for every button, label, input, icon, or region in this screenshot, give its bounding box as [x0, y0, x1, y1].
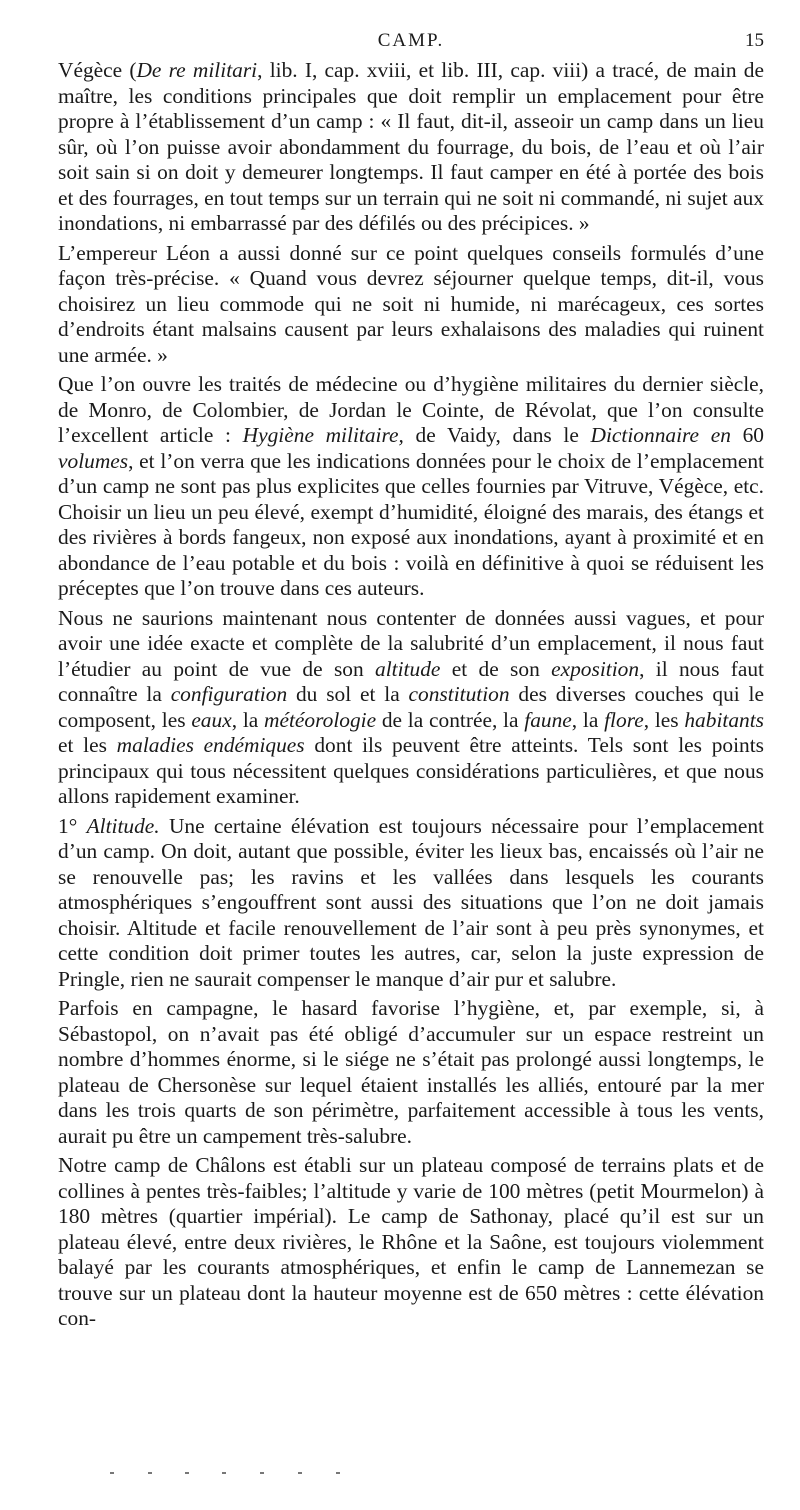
text-run: L’empereur Léon a aussi donné sur ce point quelques conseils formulés d’une façon très-précise. « Quand vous devrez séjourner quelque temps, dit-il, vous choisirez un lieu commode qui ne soit ni humide, ni marécageux, ces sortes d’endroits étant malsains causent par leurs exhalaisons des maladies qui ruinent une armée. »: [58, 240, 764, 367]
body-text: [58, 58, 764, 1332]
italic-text: exposition: [551, 656, 640, 681]
running-title: CAMP.: [377, 30, 445, 51]
paragraph: [58, 1153, 764, 1332]
italic-text: constitution: [408, 682, 510, 706]
paragraph: [58, 241, 764, 369]
text-run: du sol et la: [287, 682, 409, 706]
italic-text: maladies endémiques: [116, 733, 305, 757]
paragraph: [58, 372, 764, 602]
text-run: Nous ne saurions maintenant nous contenter de données aussi vagues, et pour avoir une idée exacte et complète de la salubrité d’un emplacement, il nous faut l’étudier au point de vue de son: [58, 605, 764, 681]
paragraph: [58, 814, 764, 993]
italic-text: De re militari: [136, 58, 258, 82]
text-run: Que l’on ouvre les traités de médecine ou d’hygiène militaires du dernier siècle, de Monro, de Colombier, de Jordan le Cointe, de Révolat, que l’on consulte l’excellent article :: [58, 372, 764, 447]
italic-text: configuration: [170, 682, 288, 706]
text-run: , il nous faut connaître la: [58, 656, 765, 706]
italic-text: Hygiène militaire,: [242, 423, 404, 447]
italic-text: flore: [604, 707, 644, 732]
italic-text: Altitude.: [86, 813, 160, 838]
print-marks: [110, 1472, 410, 1478]
text-run: Parfois en campagne, le hasard favorise l’hygiène, et, par exemple, si, à Sébastopol, on n’avait pas été obligé d’accumuler sur un espace restreint un nombre d’hommes énorme, si le siége ne s’était pas prolongé aussi longtemps, le plateau de Chersonèse sur lequel étaient installés les alliés, entouré par la mer dans les trois quarts de son périmètre, parfaitement accessible à tous les vents, aurait pu être un campement très-salubre.: [58, 996, 764, 1148]
text-run: Notre camp de Châlons est établi sur un plateau composé de terrains plats et de collines à pentes très-faibles; l’altitude y varie de 100 mètres (petit Mourmelon) à 180 mètres (quartier impérial). Le camp de Sathonay, placé qu’il est sur un plateau élevé, entre deux rivières, le Rhône et la Saône, est toujours violemment balayé par les courants atmosphériques, et enfin le camp de Lannemezan se trouve sur un plateau dont la hauteur moyenne est de 650 mètres : cette élévation con-: [58, 1153, 764, 1330]
text-run: Végèce (: [58, 58, 137, 82]
running-header: [58, 30, 764, 58]
text-run: , la: [571, 707, 605, 732]
italic-text: habitants: [684, 707, 764, 732]
italic-text: eaux: [191, 707, 232, 732]
italic-text: Dictionnaire en: [590, 423, 731, 447]
italic-text: volumes: [58, 448, 129, 473]
text-run: dont ils peuvent être atteints. Tels sont les points principaux qui tous nécessitent quelques considérations particulières, et que nous allons rapidement examiner.: [58, 733, 764, 808]
italic-text: faune: [524, 707, 572, 732]
text-run: 60: [730, 423, 764, 447]
page-number: 15: [745, 30, 764, 51]
text-run: , les: [643, 707, 685, 732]
text-run: Une certaine élévation est toujours nécessaire pour l’emplacement d’un camp. On doit, autant que possible, éviter les lieux bas, encaissés où l’air ne se renouvelle pas; les ravins et les vallées dans lesquels les courants atmosphériques s’engouffrent sont aussi des situations que l’on ne doit jamais choisir. Altitude et facile renouvellement de l’air sont à peu près synonymes, et cette condition doit primer toutes les autres, car, selon la juste expression de Pringle, rien ne saurait compenser le manque d’air pur et salubre.: [58, 813, 764, 991]
text-run: , la: [231, 707, 265, 732]
paragraph: [58, 58, 764, 237]
italic-text: météorologie: [264, 707, 377, 732]
text-run: 1°: [58, 813, 87, 838]
text-run: de la contrée, la: [376, 707, 525, 732]
text-run: des diverses couches qui le composent, les: [58, 682, 764, 732]
text-run: de Vaidy, dans le: [403, 423, 591, 447]
paragraph: [58, 606, 764, 810]
text-run: , lib. I, cap. xviii, et lib. III, cap. viii) a tracé, de main de maître, les conditions principales que doit remplir un emplacement pour être propre à l’établissement d’un camp : « Il faut, dit-il, asseoir un camp dans un lieu sûr, où l’on puisse avoir abondamment du fourrage, du bois, de l’eau et où l’air soit sain si on doit y demeurer longtemps. Il faut camper en été à portée des bois et des fourrages, en tout temps sur un terrain qui ne soit ni commandé, ni sujet aux inondations, ni embarrassé par des défilés ou des précipices. »: [58, 58, 764, 235]
italic-text: altitude: [375, 656, 441, 681]
text-run: , et l’on verra que les indications données pour le choix de l’emplacement d’un camp ne sont pas plus explicites que celles fournies par Vitruve, Végèce, etc. Choisir un lieu un peu élevé, exempt d’humidité, éloigné des marais, des étangs et des rivières à bords fangeux, non exposé aux inondations, ayant à proximité et en abondance de l’eau potable et du bois : voilà en définitive à quoi se réduisent les préceptes que l’on trouve dans ces auteurs.: [58, 448, 764, 600]
paragraph: [58, 996, 764, 1149]
text-run: et de son: [440, 656, 552, 681]
text-run: et les: [58, 733, 117, 757]
book-page: [58, 30, 764, 1332]
